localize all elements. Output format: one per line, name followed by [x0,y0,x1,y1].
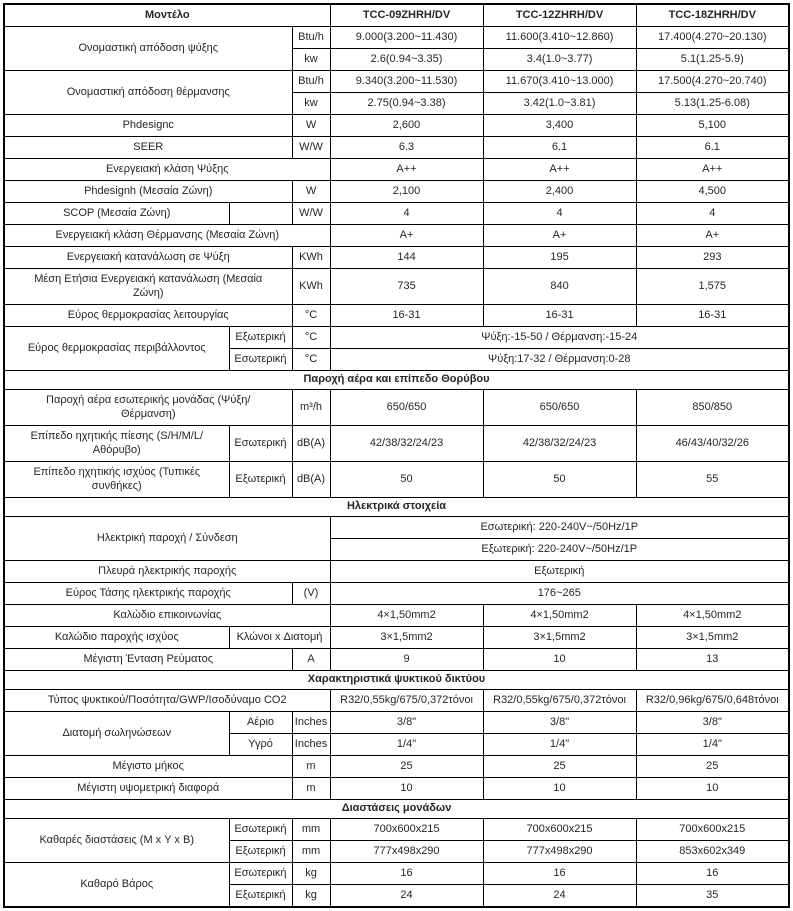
value-cell: 55 [636,462,789,498]
value-cell: 16 [330,863,483,885]
value-cell: 17.500(4.270~20.740) [636,71,789,93]
power-side-row [4,561,789,583]
scop-row [4,203,789,225]
unit-cell: W [292,115,330,137]
value-cell: 3×1,5mm2 [330,627,483,649]
unit-cell: mm [292,841,330,863]
model-name-09: TCC-09ZHRH/DV [330,4,483,27]
net-dims-label: Καθαρές διαστάσεις (Μ x Υ x Β) [4,819,229,863]
value-cell: 11.670(3.410~13.000) [483,71,636,93]
unit-cell: Btu/h [292,27,330,49]
sound-pressure-label: Επίπεδο ηχητικής πίεσης (S/H/M/L/Αθόρυβο) [4,426,229,462]
value-cell: 144 [330,247,483,269]
ambient-temp-outdoor-row [4,327,789,349]
cooling-class-label: Ενεργειακή κλάση Ψύξης [4,159,330,181]
value-cell: 2,400 [483,181,636,203]
value-cell: A+ [330,225,483,247]
power-supply-label: Ηλεκτρική παροχή / Σύνδεση [4,517,330,561]
operating-temp-label: Εύρος θερμοκρασίας λειτουργίας [4,305,292,327]
net-dims-indoor-row [4,819,789,841]
value-cell: 5,100 [636,115,789,137]
value-cell: 42/38/32/24/23 [330,426,483,462]
value-cell: 16-31 [483,305,636,327]
sub-label: Υγρό [229,734,292,756]
value-cell: 2,600 [330,115,483,137]
seer-label: SEER [4,137,292,159]
unit-cell: m [292,778,330,800]
cooling-class-row [4,159,789,181]
pdesignh-label: Phdesignh (Μεσαία Ζώνη) [4,181,292,203]
value-cell: A+ [483,225,636,247]
heating-class-label: Ενεργειακή κλάση Θέρμανσης (Μεσαία Ζώνη) [4,225,330,247]
value-cell: 42/38/32/24/23 [483,426,636,462]
value-cell: 25 [330,756,483,778]
unit-cell: °C [292,349,330,371]
value-cell: 10 [330,778,483,800]
value-cell: Εξωτερική: 220-240V~/50Hz/1P [330,539,789,561]
section-airflow [4,371,789,390]
unit-cell: Btu/h [292,71,330,93]
unit-cell: kg [292,885,330,908]
value-cell: Ψύξη:-15-50 / Θέρμανση:-15-24 [330,327,789,349]
value-cell: A++ [636,159,789,181]
power-cable-label: Καλώδιο παροχής ισχύος [4,627,229,649]
value-cell: R32/0,55kg/675/0,372τόνοι [330,690,483,712]
unit-cell: A [292,649,330,671]
value-cell: 4 [483,203,636,225]
max-length-label: Μέγιστο μήκος [4,756,292,778]
value-cell: 650/650 [330,390,483,426]
sound-power-label: Επίπεδο ηχητικής ισχύος (Τυπικές συνθήκες) [4,462,229,498]
value-cell: 4 [330,203,483,225]
value-cell: 3/8" [330,712,483,734]
value-cell: 24 [483,885,636,908]
consumption-cooling-row [4,247,789,269]
sub-label: Εσωτερική [229,426,292,462]
value-cell: 777x498x290 [483,841,636,863]
value-cell: 1/4" [483,734,636,756]
sound-power-row [4,462,789,498]
pdesignc-row [4,115,789,137]
value-cell: 6.3 [330,137,483,159]
heating-class-row [4,225,789,247]
sub-label: Εξωτερική [229,327,292,349]
net-weight-indoor-row [4,863,789,885]
unit-cell: W/W [292,203,330,225]
pipe-label: Διατομή σωληνώσεων [4,712,229,756]
section-title: Παροχή αέρα και επίπεδο Θορύβου [4,371,789,390]
value-cell: 50 [330,462,483,498]
unit-cell: Inches [292,734,330,756]
model-name-18: TCC-18ZHRH/DV [636,4,789,27]
unit-cell: W/W [292,137,330,159]
value-cell: 6.1 [636,137,789,159]
value-cell: 25 [636,756,789,778]
unit-cell: kw [292,93,330,115]
value-cell: 777x498x290 [330,841,483,863]
value-cell: 10 [483,649,636,671]
value-cell: 735 [330,269,483,305]
refrigerant-type-row [4,690,789,712]
seer-row [4,137,789,159]
max-current-label: Μέγιστη Ένταση Ρεύματος [4,649,292,671]
value-cell: 4×1,50mm2 [636,605,789,627]
empty-cell [229,203,292,225]
value-cell: 9 [330,649,483,671]
value-cell: 1/4" [330,734,483,756]
max-elevation-label: Μέγιστη υψομετρική διαφορά [4,778,292,800]
voltage-range-row [4,583,789,605]
value-cell: 11.600(3.410~12.860) [483,27,636,49]
comm-cable-row [4,605,789,627]
section-title: Ηλεκτρικά στοιχεία [4,498,789,517]
unit-cell: KWh [292,247,330,269]
airflow-row [4,390,789,426]
unit-cell: KWh [292,269,330,305]
value-cell: Εσωτερική: 220-240V~/50Hz/1P [330,517,789,539]
unit-cell: mm [292,819,330,841]
unit-cell: °C [292,327,330,349]
max-current-row [4,649,789,671]
header-row [4,4,789,27]
pdesignh-row [4,181,789,203]
value-cell: 1,575 [636,269,789,305]
value-cell: 13 [636,649,789,671]
sub-label: Εξωτερική [229,462,292,498]
consumption-annual-row [4,269,789,305]
operating-temp-row [4,305,789,327]
section-refrigerant [4,671,789,690]
heating-capacity-btu-row [4,71,789,93]
airflow-label: Παροχή αέρα εσωτερικής μονάδας (Ψύξη/Θέρμανση) [4,390,292,426]
value-cell: A++ [330,159,483,181]
value-cell: 293 [636,247,789,269]
value-cell: 700x600x215 [483,819,636,841]
sub-label: Εξωτερική [229,841,292,863]
sub-label: Εξωτερική [229,885,292,908]
value-cell: Εξωτερική [330,561,789,583]
section-title: Διαστάσεις μονάδων [4,800,789,819]
consumption-cooling-label: Ενεργειακή κατανάλωση σε Ψύξη [4,247,292,269]
value-cell: 3.4(1.0~3.77) [483,49,636,71]
unit-cell: dB(A) [292,462,330,498]
value-cell: 50 [483,462,636,498]
value-cell: 9.000(3.200~11.430) [330,27,483,49]
value-cell: 4×1,50mm2 [330,605,483,627]
pipe-gas-row [4,712,789,734]
section-title: Χαρακτηριστικά ψυκτικού δικτύου [4,671,789,690]
cooling-capacity-label: Ονομαστική απόδοση ψύξης [4,27,292,71]
value-cell: 3.42(1.0~3.81) [483,93,636,115]
max-elevation-row [4,778,789,800]
value-cell: 3,400 [483,115,636,137]
value-cell: 4,500 [636,181,789,203]
value-cell: 176~265 [330,583,789,605]
value-cell: 16 [636,863,789,885]
value-cell: 2,100 [330,181,483,203]
unit-cell: Inches [292,712,330,734]
value-cell: 3/8" [483,712,636,734]
model-header-label: Μοντέλο [4,4,330,27]
sub-label: Εσωτερική [229,349,292,371]
value-cell: 853x602x349 [636,841,789,863]
value-cell: 1/4" [636,734,789,756]
spec-table [3,3,790,908]
sub-label: Κλώνοι x Διατομή [229,627,330,649]
model-name-12: TCC-12ZHRH/DV [483,4,636,27]
sub-label: Εσωτερική [229,819,292,841]
unit-cell: kg [292,863,330,885]
unit-cell: kw [292,49,330,71]
section-electrical [4,498,789,517]
value-cell: 3×1,5mm2 [636,627,789,649]
comm-cable-label: Καλώδιο επικοινωνίας [4,605,330,627]
power-supply-indoor-row [4,517,789,539]
value-cell: 4 [636,203,789,225]
value-cell: 10 [636,778,789,800]
refrigerant-type-label: Τύπος ψυκτικού/Ποσότητα/GWP/Ισοδύναμο CO2 [4,690,330,712]
power-side-label: Πλευρά ηλεκτρικής παροχής [4,561,330,583]
value-cell: 840 [483,269,636,305]
value-cell: R32/0,96kg/675/0,648τόνοι [636,690,789,712]
value-cell: 24 [330,885,483,908]
value-cell: 3/8" [636,712,789,734]
value-cell: 5.1(1.25-5.9) [636,49,789,71]
value-cell: R32/0,55kg/675/0,372τόνοι [483,690,636,712]
power-cable-row [4,627,789,649]
max-length-row [4,756,789,778]
unit-cell: °C [292,305,330,327]
value-cell: 4×1,50mm2 [483,605,636,627]
value-cell: 9.340(3.200~11.530) [330,71,483,93]
unit-cell: W [292,181,330,203]
value-cell: Ψύξη:17-32 / Θέρμανση:0-28 [330,349,789,371]
net-weight-label: Καθαρό Βάρος [4,863,229,908]
value-cell: 16-31 [636,305,789,327]
value-cell: 850/850 [636,390,789,426]
heating-capacity-label: Ονομαστική απόδοση θέρμανσης [4,71,292,115]
voltage-range-label: Εύρος Τάσης ηλεκτρικής παροχής [4,583,292,605]
value-cell: 650/650 [483,390,636,426]
cooling-capacity-btu-row [4,27,789,49]
sub-label: Εσωτερική [229,863,292,885]
sound-pressure-row [4,426,789,462]
section-dimensions [4,800,789,819]
consumption-annual-label: Μέση Ετήσια Ενεργειακή κατανάλωση (Μεσαία Ζώνη) [4,269,292,305]
sub-label: Αέριο [229,712,292,734]
value-cell: 16 [483,863,636,885]
value-cell: 5.13(1.25-6.08) [636,93,789,115]
value-cell: 35 [636,885,789,908]
value-cell: 700x600x215 [330,819,483,841]
value-cell: 2.75(0.94~3.38) [330,93,483,115]
value-cell: 25 [483,756,636,778]
unit-cell: (V) [292,583,330,605]
unit-cell: m³/h [292,390,330,426]
value-cell: 16-31 [330,305,483,327]
unit-cell: m [292,756,330,778]
value-cell: 46/43/40/32/26 [636,426,789,462]
unit-cell: dB(A) [292,426,330,462]
value-cell: 17.400(4.270~20.130) [636,27,789,49]
value-cell: A++ [483,159,636,181]
scop-label: SCOP (Μεσαία Ζώνη) [4,203,229,225]
value-cell: 6.1 [483,137,636,159]
value-cell: 10 [483,778,636,800]
value-cell: 195 [483,247,636,269]
value-cell: 3×1,5mm2 [483,627,636,649]
value-cell: 2.6(0.94~3.35) [330,49,483,71]
ambient-temp-label: Εύρος θερμοκρασίας περιβάλλοντος [4,327,229,371]
pdesignc-label: Phdesignc [4,115,292,137]
value-cell: 700x600x215 [636,819,789,841]
value-cell: A+ [636,225,789,247]
